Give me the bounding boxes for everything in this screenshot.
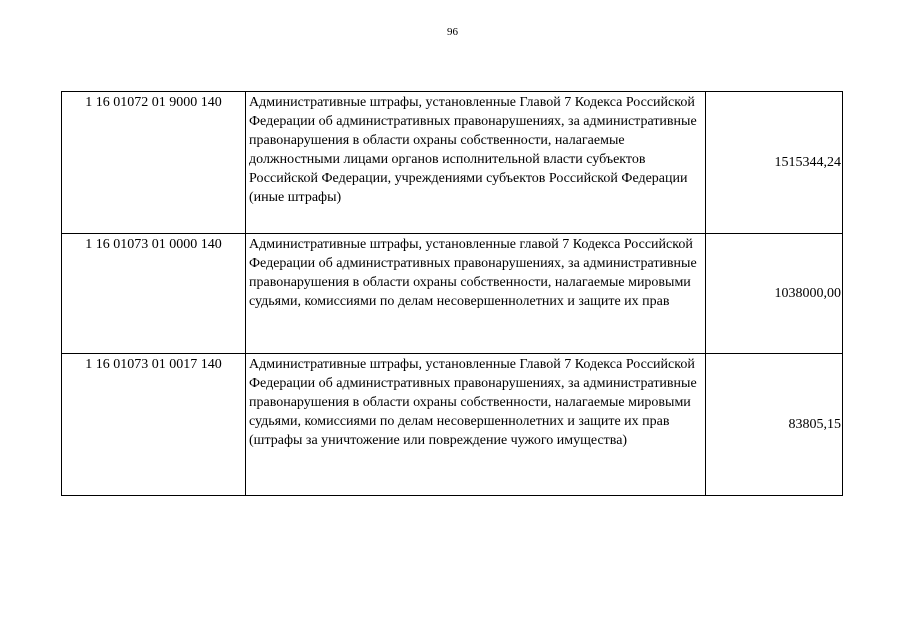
table-row	[62, 234, 843, 354]
budget-code-cell: 1 16 01073 01 0000 140	[62, 234, 246, 354]
budget-table	[61, 91, 843, 496]
amount-cell: 1038000,00	[706, 234, 843, 354]
budget-code-cell: 1 16 01073 01 0017 140	[62, 354, 246, 496]
amount-cell: 1515344,24	[706, 92, 843, 234]
description-cell: Административные штрафы, установленные Главой 7 Кодекса Российской Федерации об административных правонарушениях, за административные правонарушения в области охраны собственности, налагаемые мировыми судьями, комиссиями по делам несовершеннолетних и защите их прав (штрафы за уничтожение или повреждение чужого имущества)	[246, 354, 706, 496]
budget-code-cell: 1 16 01072 01 9000 140	[62, 92, 246, 234]
table-row	[62, 354, 843, 496]
page-number: 96	[447, 26, 458, 38]
table-row	[62, 92, 843, 234]
amount-cell: 83805,15	[706, 354, 843, 496]
description-cell: Административные штрафы, установленные Главой 7 Кодекса Российской Федерации об административных правонарушениях, за административные правонарушения в области охраны собственности, налагаемые должностными лицами органов исполнительной власти субъектов Российской Федерации, учреждениями субъектов Российской Федерации (иные штрафы)	[246, 92, 706, 234]
description-cell: Административные штрафы, установленные главой 7 Кодекса Российской Федерации об административных правонарушениях, за административные правонарушения в области охраны собственности, налагаемые мировыми судьями, комиссиями по делам несовершеннолетних и защите их прав	[246, 234, 706, 354]
